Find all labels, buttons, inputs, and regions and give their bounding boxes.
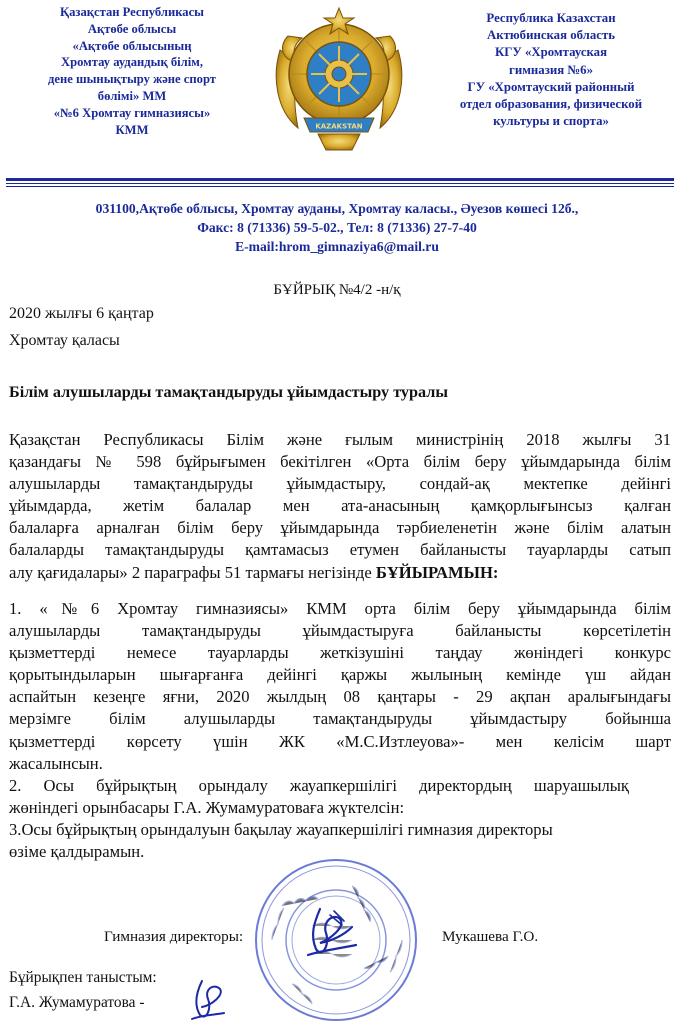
header-left-line: дене шынықтыру және спорт [48, 72, 216, 87]
text-line: ұйымдарда, жетім балалар мен ата-анасының қамқорлығынсыз қалған [9, 496, 671, 516]
order-directive: БҰЙЫРАМЫН: [375, 562, 499, 582]
header-right-line: гимназия №6» [509, 62, 593, 77]
text-line: 3.Осы бұйрықтың орындалуын бақылау жауапкершілігі гимназия директоры [9, 820, 553, 839]
order-date: 2020 жылғы 6 қаңтар [9, 305, 154, 322]
text-line: Қазақстан Республикасы Білім және ғылым министрінің 2018 жылғы 31 [9, 430, 671, 449]
header-right-line: Республика Казахстан [486, 11, 616, 25]
header-right-line: КГУ «Хромтауская [494, 45, 608, 60]
acknowledgement-signature-icon [188, 975, 228, 1024]
text-line-final [9, 562, 671, 584]
text-line: 2. Осы бұйрықтың орындалу жауапкершілігі директордың шаруашылық [9, 776, 629, 795]
order-place: Хромтау қаласы [9, 332, 120, 349]
text-line: балаларды тамақтандыруды қамтамасыз етумен байланысты тауарларды сатып [9, 540, 671, 560]
header-left-line: Қазақстан Республикасы [59, 5, 204, 19]
header-left-line: Ақтөбе облысы [87, 21, 177, 36]
header-left-line: «№6 Хромтау гимназиясы» [53, 105, 211, 120]
text-line: алушыларды тамақтандыруды ұйымдастыру, сондай-ақ мектепке дейінгі [9, 474, 671, 494]
order-heading: Білім алушыларды тамақтандыруды ұйымдастыру туралы [9, 383, 448, 401]
director-name: Мукашева Г.О. [442, 928, 539, 945]
director-signature-icon [300, 905, 362, 965]
letterhead-divider-thin [6, 183, 674, 184]
text-line: балаларға арналған білім беру ұйымдарында тәрбиеленетін және білім алатын [9, 518, 671, 538]
header-right-line: ГУ «Хромтауский районный [467, 79, 635, 94]
order-item-1 [9, 598, 671, 775]
text-line: қорытындыларын шығарғанға дейінгі қаржы жылының кемінде үш айдан [9, 665, 671, 685]
order-item-2 [9, 775, 629, 819]
letterhead-divider [6, 178, 674, 181]
header-left-line: «Ақтөбе облысының [72, 38, 192, 53]
header-left-line: Хромтау аудандық білім, [61, 55, 203, 70]
acknowledgement-label: Бұйрықпен таныстым: [9, 969, 157, 986]
acknowledgement-name: Г.А. Жумамуратова - [9, 994, 145, 1011]
text-line: алушыларды тамақтандыруды ұйымдастыруға байланысты көрсетілетін [9, 621, 671, 641]
header-left-block [18, 4, 246, 138]
emblem-banner-text: KAZAKSTAN [315, 122, 363, 131]
header-right-line: отдел образования, физической [459, 97, 643, 112]
header-right-block [428, 10, 674, 130]
order-title: БҰЙРЫҚ №4/2 -н/қ [273, 282, 401, 298]
header-left-line: бөлімі» ММ [97, 88, 167, 103]
contact-block [0, 199, 674, 256]
director-label: Гимназия директоры: [104, 928, 244, 945]
text-line: аспайтын кезеңге яғни, 2020 жылдың 08 қаңтары - 29 ақпан аралығындағы [9, 687, 671, 707]
contact-address: 031100,Ақтөбе облысы, Хромтау ауданы, Хромтау каласы., Әуезов көшесі 12б., [95, 201, 579, 216]
text-line: қызметтерді көрсету үшін ЖК «М.С.Изтлеуова»- мен келісім шарт [9, 731, 671, 751]
text-line: жөніндегі орынбасары Г.А. Жумамуратоваға жүктелсін: [9, 798, 405, 818]
text-line: қазандағы № 598 бұйрығымен бекітілген «Орта білім беру ұйымдарында білім [9, 452, 671, 472]
text-line: мерзімге білім алушыларды тамақтандыруды ұйымдастыру бойынша [9, 709, 671, 729]
text-line: жасалынсын. [9, 753, 103, 773]
letterhead-divider-thin [6, 186, 674, 187]
header-right-line: культуры и спорта» [493, 114, 609, 129]
header-left-line: КММ [115, 122, 149, 137]
header-right-line: Актюбинская область [487, 28, 615, 43]
text-line: өзіме қалдырамын. [9, 842, 145, 862]
state-emblem-icon [268, 6, 410, 152]
intro-paragraph [9, 429, 671, 584]
text-line: 1. «№6 Хромтау гимназиясы» КММ орта білім беру ұйымдарында білім [9, 599, 671, 618]
text-line: алу қағидалары» 2 параграфы 51 тармағы негізінде [9, 562, 376, 582]
contact-phones: Факс: 8 (71336) 59-5-02., Тел: 8 (71336) 27-7-40 [197, 220, 477, 235]
contact-email: E-mail:hrom_gimnaziya6@mail.ru [235, 239, 439, 254]
text-line: қызметтерді немесе тауарларды жеткізушіні таңдау жөніндегі конкурс [9, 643, 671, 663]
